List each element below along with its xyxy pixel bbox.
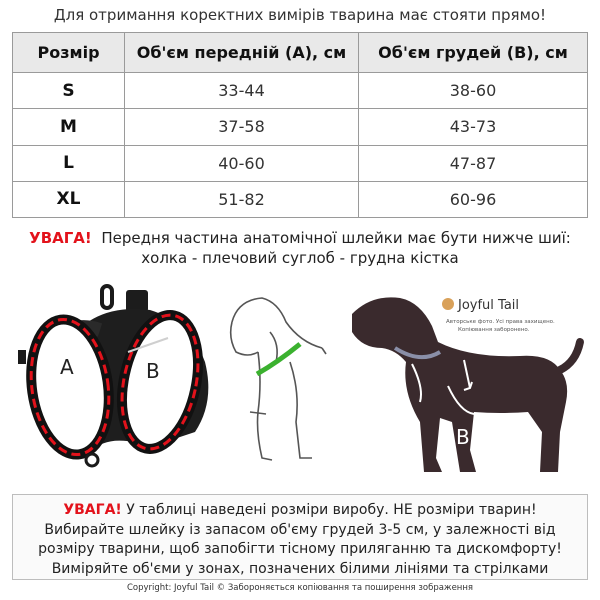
harness-label-b: B: [146, 359, 160, 383]
warning-label: УВАГА!: [29, 229, 92, 247]
top-note: Для отримання коректних вимірів тварина має стояти прямо!: [53, 6, 547, 24]
illustration-svg: [0, 282, 600, 482]
cell-front: 33-44: [125, 73, 359, 109]
warning-label: УВАГА!: [63, 502, 122, 518]
header-size: Розмір: [13, 33, 125, 73]
cell-size: L: [13, 145, 125, 181]
cell-size: XL: [13, 181, 125, 217]
warning-line: Виміряйте об'єми у зонах, позначених білими лініями та стрілками: [51, 560, 549, 577]
harness-green-line: [257, 344, 300, 374]
dog-outline-image: [231, 298, 326, 460]
warning-anatomy: [0, 228, 600, 268]
warning-sizes-box: [12, 494, 588, 580]
cell-front: 51-82: [125, 181, 359, 217]
illustration-area: [0, 282, 600, 482]
cell-size: M: [13, 109, 125, 145]
cell-front: 37-58: [125, 109, 359, 145]
watermark-line2: Копіювання заборонено.: [458, 327, 530, 333]
table-row: [13, 181, 588, 217]
size-table: [12, 32, 588, 218]
warning-line: Вибирайте шлейку із запасом об'єму грудей 3-5 см, у залежності від: [44, 521, 556, 538]
warning-line: Передня частина анатомічної шлейки має бути нижче шиї:: [101, 229, 571, 247]
warning-line: розміру тварини, щоб запобігти тісному приляганню та дискомфорту!: [38, 541, 562, 557]
warning-line: У таблиці наведені розміри виробу. НЕ розміри тварин!: [126, 502, 537, 518]
cell-chest: 38-60: [359, 73, 588, 109]
cell-chest: 60-96: [359, 181, 588, 217]
cell-chest: 43-73: [359, 109, 588, 145]
dog-label-a: A: [376, 371, 390, 395]
table-row: [13, 109, 588, 145]
copyright-footer: Copyright: Joyful Tail © Забороняється копіювання та поширення зображення: [126, 583, 474, 593]
header-chest-volume: Об'єм грудей (В), см: [359, 33, 588, 73]
cell-size: S: [13, 73, 125, 109]
dog-label-b: B: [456, 425, 470, 449]
cell-front: 40-60: [125, 145, 359, 181]
paw-icon: [442, 298, 454, 310]
header-front-volume: Об'єм передній (А), см: [125, 33, 359, 73]
cell-chest: 47-87: [359, 145, 588, 181]
watermark-line1: Авторське фото. Усі права захищено.: [446, 319, 555, 325]
harness-label-a: A: [60, 355, 74, 379]
table-header-row: [13, 33, 588, 73]
table-row: [13, 145, 588, 181]
warning-line: холка - плечовий суглоб - грудна кістка: [141, 249, 459, 267]
table-row: [13, 73, 588, 109]
harness-image: [18, 286, 209, 466]
watermark: [438, 292, 555, 340]
watermark-brand: Joyful Tail: [458, 298, 520, 313]
